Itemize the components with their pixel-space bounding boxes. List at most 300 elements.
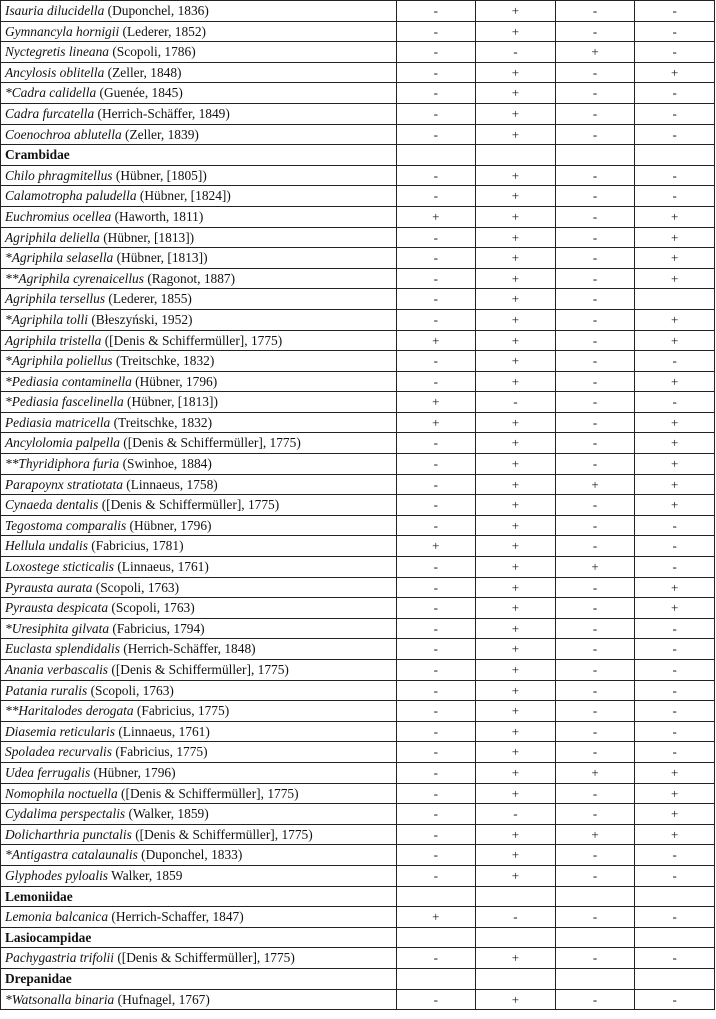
presence-cell: + [635,412,715,433]
presence-cell: - [555,454,635,475]
presence-cell: - [635,865,715,886]
presence-cell: + [476,309,556,330]
table-row [1,268,715,289]
presence-cell: + [476,21,556,42]
species-marker: * [5,353,12,369]
presence-cell: + [476,515,556,536]
presence-cell: + [476,433,556,454]
presence-cell: - [555,433,635,454]
species-author: (Herrich-Schäffer, 1848) [119,641,256,657]
species-marker: * [5,85,12,101]
table-row [1,206,715,227]
presence-cell: + [476,124,556,145]
table-row [1,824,715,845]
species-name: Euchromius ocellea [5,208,112,224]
presence-cell: - [396,804,476,825]
species-cell [1,824,397,845]
species-name: Loxostege sticticalis [5,559,114,575]
empty-cell [635,968,715,989]
species-cell [1,845,397,866]
species-author: (Walker, 1859) [125,806,209,822]
species-cell [1,515,397,536]
species-cell [1,907,397,928]
empty-cell [396,886,476,907]
presence-cell: - [396,515,476,536]
presence-cell: - [635,83,715,104]
species-author: (Scopoli, 1763) [108,600,195,616]
presence-cell: - [555,907,635,928]
species-author: (Scopoli, 1763) [92,579,180,595]
family-name: Drepanidae [1,968,397,989]
empty-cell [555,886,635,907]
presence-cell: - [635,701,715,722]
presence-cell: + [476,186,556,207]
empty-cell [635,886,715,907]
species-author: (Hübner, [1824]) [136,188,231,204]
presence-cell: - [555,268,635,289]
presence-cell: - [555,330,635,351]
table-row [1,165,715,186]
species-author: (Treitschke, 1832) [112,353,215,369]
species-name: Diasemia reticularis [5,723,115,739]
presence-cell: - [555,495,635,516]
table-row [1,721,715,742]
presence-cell: + [635,248,715,269]
table-row [1,433,715,454]
species-cell [1,804,397,825]
presence-cell: + [476,721,556,742]
presence-cell: - [555,865,635,886]
species-name: Anania verbascalis [5,662,109,677]
presence-cell: - [396,824,476,845]
table-row [1,103,715,124]
presence-cell: - [635,680,715,701]
species-name: Agriphila poliellus [11,353,113,369]
species-cell [1,948,397,969]
presence-cell: - [555,83,635,104]
table-row [1,639,715,660]
species-author: ([Denis & Schiffermüller], 1775) [119,435,301,451]
presence-cell: - [396,83,476,104]
presence-cell: + [635,598,715,619]
presence-cell: - [555,1,635,22]
empty-cell [635,145,715,166]
presence-cell: - [635,989,715,1010]
presence-cell: - [396,495,476,516]
empty-cell [396,927,476,948]
presence-cell: + [635,433,715,454]
presence-cell: + [476,865,556,886]
presence-cell: - [396,557,476,578]
table-row [1,227,715,248]
presence-cell: + [635,783,715,804]
presence-cell: + [476,412,556,433]
species-name: Nyctegretis lineana [5,44,109,60]
species-name: Agriphila deliella [5,229,100,245]
presence-cell: - [555,227,635,248]
species-marker: * [5,991,12,1007]
presence-cell: - [555,392,635,413]
presence-cell: - [635,165,715,186]
presence-cell: - [396,1,476,22]
presence-cell: + [476,660,556,681]
presence-cell: + [396,330,476,351]
presence-cell: - [555,948,635,969]
presence-cell: - [396,989,476,1010]
table-row [1,371,715,392]
species-cell [1,289,397,310]
presence-cell: - [396,351,476,372]
presence-cell: - [555,680,635,701]
table-row [1,948,715,969]
presence-cell: + [396,536,476,557]
family-row [1,927,715,948]
species-author: (Hübner, [1805]) [112,167,207,183]
table-row [1,309,715,330]
table-row [1,124,715,145]
table-row [1,989,715,1010]
presence-cell: + [635,577,715,598]
species-name: Agriphila cyrenaicellus [18,270,144,286]
presence-cell: + [476,618,556,639]
table-row [1,680,715,701]
presence-cell: - [555,371,635,392]
presence-cell: - [396,474,476,495]
empty-cell [476,968,556,989]
presence-cell: + [396,907,476,928]
species-author: (Ragonot, 1887) [143,270,236,286]
presence-cell: - [555,577,635,598]
species-marker: * [5,847,12,863]
empty-cell [476,145,556,166]
species-cell [1,660,397,681]
species-author: (Hübner, [1813]) [113,250,208,266]
table-row [1,845,715,866]
species-cell [1,62,397,83]
presence-cell: + [476,227,556,248]
species-author: ([Denis & Schiffermüller], 1775) [131,826,313,842]
species-cell [1,495,397,516]
presence-cell: + [476,248,556,269]
species-marker: ** [5,703,19,719]
table-row [1,21,715,42]
presence-cell: - [396,762,476,783]
presence-cell: - [396,783,476,804]
presence-cell: - [555,289,635,310]
species-author: (Linnaeus, 1761) [113,559,209,575]
species-name: Gymnancyla hornigii [5,23,120,39]
family-name: Lemoniidae [1,886,397,907]
presence-cell: - [555,351,635,372]
presence-cell: + [476,783,556,804]
species-name: Uresiphita gilvata [11,620,110,636]
species-cell [1,42,397,63]
presence-cell: + [476,639,556,660]
species-author: (Linnaeus, 1758) [122,476,218,492]
species-cell [1,83,397,104]
species-name: Tegostoma comparalis [5,517,127,533]
empty-cell [555,968,635,989]
species-author: (Zeller, 1839) [121,126,199,142]
presence-cell: - [635,186,715,207]
presence-cell: - [396,680,476,701]
species-author: (Hübner, 1796) [131,373,218,389]
species-author: (Hübner, 1796) [90,764,176,780]
table-row [1,577,715,598]
species-author: (Fabricius, 1775) [111,744,208,760]
species-author: (Guenée, 1845) [96,85,183,101]
species-name: Cydalima perspectalis [5,806,126,822]
presence-cell: + [635,454,715,475]
table-row [1,1,715,22]
presence-cell: - [555,165,635,186]
presence-cell: - [555,639,635,660]
presence-cell: + [476,474,556,495]
presence-cell: + [635,62,715,83]
species-cell [1,783,397,804]
presence-cell: - [555,206,635,227]
species-name: Agriphila selasella [11,250,114,266]
species-cell [1,268,397,289]
species-author: (Fabricius, 1775) [133,703,230,719]
species-name: Hellula undalis [5,538,88,554]
presence-cell: - [635,948,715,969]
presence-cell: - [555,742,635,763]
presence-cell: + [396,412,476,433]
species-marker: * [5,394,12,410]
presence-cell: - [396,701,476,722]
presence-cell: - [476,42,556,63]
species-marker: ** [5,270,19,286]
species-name: Parapoynx stratiotata [5,476,123,492]
table-row [1,701,715,722]
species-name: Cynaeda dentalis [5,497,99,513]
species-author: (Linnaeus, 1761) [114,723,210,739]
presence-cell: - [555,309,635,330]
species-name: Ancylolomia palpella [5,435,120,451]
species-name: Pediasia matricella [5,414,111,430]
presence-cell: - [396,289,476,310]
presence-cell: + [555,824,635,845]
presence-cell: - [555,804,635,825]
presence-cell: - [555,21,635,42]
presence-cell: - [555,62,635,83]
family-name: Crambidae [1,145,397,166]
presence-cell: + [555,557,635,578]
presence-cell: + [476,289,556,310]
species-cell [1,639,397,660]
species-marker: * [5,311,12,327]
presence-cell: - [635,845,715,866]
species-cell [1,124,397,145]
presence-cell: + [476,824,556,845]
family-row [1,886,715,907]
presence-cell: - [396,639,476,660]
presence-cell: - [635,103,715,124]
presence-cell: - [476,392,556,413]
presence-cell: - [396,577,476,598]
presence-cell: - [555,845,635,866]
species-cell [1,351,397,372]
presence-cell: - [396,660,476,681]
presence-cell: - [396,948,476,969]
presence-cell: - [396,248,476,269]
presence-cell: - [635,21,715,42]
species-author: (Hübner, 1796) [126,517,212,533]
presence-cell: - [635,721,715,742]
species-cell [1,618,397,639]
species-author: ([Denis & Schiffermüller], 1775) [108,662,289,677]
species-name: Watsonalla binaria [11,991,115,1007]
species-name: Ancylosis oblitella [5,64,105,80]
table-row [1,42,715,63]
presence-cell: - [396,268,476,289]
species-name: Glyphodes pyloalis [5,867,109,883]
table-row [1,454,715,475]
presence-cell: - [396,42,476,63]
presence-cell: + [635,227,715,248]
empty-cell [635,927,715,948]
species-author: (Haworth, 1811) [111,208,204,224]
presence-cell: - [635,515,715,536]
species-cell [1,206,397,227]
presence-cell: - [555,103,635,124]
species-cell [1,762,397,783]
presence-cell: + [635,824,715,845]
presence-cell: - [396,454,476,475]
presence-cell: + [476,330,556,351]
presence-cell: + [476,742,556,763]
species-name: Pediasia contaminella [11,373,132,389]
species-author: ([Denis & Schiffermüller], 1775) [101,332,283,348]
presence-cell: + [635,762,715,783]
species-name: Agriphila tristella [5,332,102,348]
presence-cell: + [476,845,556,866]
presence-cell: - [396,21,476,42]
table-row [1,865,715,886]
species-author: (Herrich-Schäffer, 1849) [94,105,230,121]
presence-cell: - [396,103,476,124]
presence-cell: - [396,124,476,145]
table-row [1,186,715,207]
species-cell [1,598,397,619]
presence-cell: - [396,227,476,248]
species-cell [1,742,397,763]
family-row [1,145,715,166]
presence-cell: - [555,536,635,557]
species-name: Udea ferrugalis [5,764,91,780]
species-cell [1,989,397,1010]
species-table-body [1,1,715,1010]
table-row [1,783,715,804]
table-row [1,907,715,928]
species-author: (Zeller, 1848) [104,64,182,80]
species-author: ([Denis & Schiffermüller], 1775) [98,497,280,513]
presence-cell: + [555,42,635,63]
presence-cell: - [555,124,635,145]
species-author: (Duponchel, 1836) [104,3,209,18]
empty-cell [555,927,635,948]
presence-cell: - [396,371,476,392]
presence-cell: - [396,618,476,639]
species-cell [1,21,397,42]
species-cell [1,227,397,248]
species-author: (Duponchel, 1833) [137,847,243,863]
presence-cell: - [396,309,476,330]
empty-cell [396,968,476,989]
species-author: (Swinhoe, 1884) [119,456,212,472]
species-name: Pyrausta aurata [5,579,93,595]
species-name: Nomophila noctuella [5,785,118,801]
presence-cell: - [635,1,715,22]
presence-cell: + [476,83,556,104]
presence-cell: - [396,186,476,207]
presence-cell: - [635,536,715,557]
presence-cell: + [476,62,556,83]
presence-cell: - [635,557,715,578]
presence-cell: + [396,206,476,227]
presence-cell: - [555,701,635,722]
presence-cell: + [476,680,556,701]
species-marker: ** [5,456,19,472]
table-row [1,618,715,639]
table-row [1,742,715,763]
presence-cell: + [396,392,476,413]
presence-cell: - [555,721,635,742]
presence-cell: + [476,577,556,598]
species-cell [1,371,397,392]
presence-cell: - [635,124,715,145]
presence-cell: - [396,62,476,83]
presence-cell: - [396,165,476,186]
presence-cell: + [476,598,556,619]
species-author: (Fabricius, 1781) [87,538,184,554]
species-cell [1,165,397,186]
presence-cell: - [555,515,635,536]
presence-cell: - [396,865,476,886]
species-author: (Herrich-Schaffer, 1847) [108,909,244,925]
presence-cell: - [635,907,715,928]
species-cell [1,577,397,598]
species-author: (Scopoli, 1763) [87,682,174,698]
presence-cell: + [635,474,715,495]
species-name: Euclasta splendidalis [5,641,120,657]
presence-cell: - [476,907,556,928]
presence-cell: + [476,989,556,1010]
species-author: (Błeszyński, 1952) [87,311,193,327]
table-row [1,330,715,351]
species-name: Spoladea recurvalis [5,744,112,760]
table-row [1,392,715,413]
species-name: Pachygastria trifolii [5,950,114,966]
presence-cell: - [555,783,635,804]
presence-cell: - [555,412,635,433]
species-name: Coenochroa ablutella [5,126,122,142]
presence-cell: + [476,701,556,722]
species-name: Lemonia balcanica [5,909,109,925]
presence-cell: + [476,495,556,516]
presence-cell: - [555,989,635,1010]
table-row [1,804,715,825]
table-row [1,598,715,619]
species-author: (Lederer, 1852) [119,23,207,39]
table-row [1,762,715,783]
table-row [1,412,715,433]
species-cell [1,433,397,454]
presence-cell: + [476,762,556,783]
species-cell [1,392,397,413]
empty-cell [555,145,635,166]
